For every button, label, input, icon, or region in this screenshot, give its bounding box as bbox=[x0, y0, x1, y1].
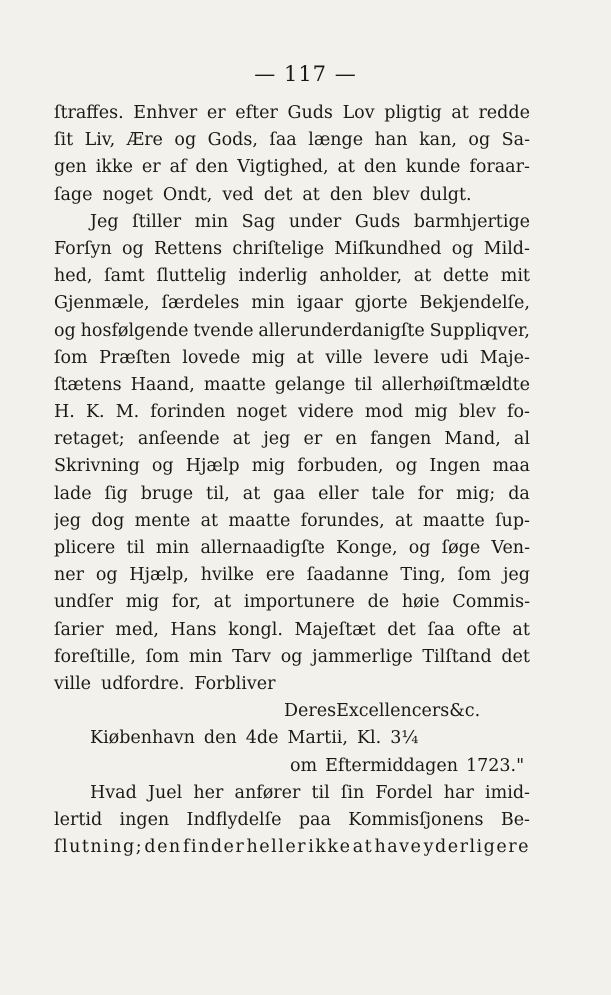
text-line: Hvad Juel her anfører til ſin Fordel har imid- bbox=[90, 782, 530, 803]
text-line: jeg dog mente at maatte forundes, at maatte ſup- bbox=[54, 510, 530, 531]
text-line: H. K. M. forinden noget videre mod mig blev fo- bbox=[54, 402, 530, 423]
text-line: ſit Liv, Ære og Gods, ſaa længe han kan, og Sa- bbox=[54, 130, 530, 151]
text-line: og hosfølgende tvende allerunderdanigſte Suppliqver, bbox=[54, 320, 530, 341]
text-line: om Eftermiddagen 1723." bbox=[290, 755, 525, 776]
text-line: ſtætens Haand, maatte gelange til allerhøiſtmældte bbox=[54, 374, 530, 395]
text-line: hed, ſamt ſluttelig inderlig anholder, at dette mit bbox=[54, 266, 530, 287]
text-line: plicere til min allernaadigſte Konge, og ſøge Ven- bbox=[54, 538, 530, 558]
text-line: Deres Excellencers &c. bbox=[284, 701, 481, 722]
text-line: Gjenmæle, ſærdeles min igaar gjorte Bekjendelſe, bbox=[54, 293, 530, 314]
text-line: ner og Hjælp, hvilke ere ſaadanne Ting, ſom jeg bbox=[54, 565, 530, 586]
text-line: undſer mig for, at importunere de høie Commis- bbox=[54, 592, 530, 613]
text-line: lade ſig bruge til, at gaa eller tale for mig; da bbox=[54, 483, 530, 504]
text-line: ſlutning; den finder heller ikke at have yderligere bbox=[54, 837, 530, 858]
text-line: Jeg ſtiller min Sag under Guds barmhjertige bbox=[90, 211, 530, 232]
text-line: ville udfordre. Forbliver bbox=[54, 673, 276, 694]
text-line: ſtraffes. Enhver er efter Guds Lov pligtig at redde bbox=[54, 103, 530, 123]
page-number: — 117 — bbox=[254, 62, 357, 86]
text-line: Skrivning og Hjælp mig forbuden, og Ingen maa bbox=[54, 456, 530, 477]
text-line: ſarier med, Hans kongl. Majeſtæt det ſaa ofte at bbox=[54, 619, 530, 640]
text-line: gen ikke er af den Vigtighed, at den kunde foraar- bbox=[54, 157, 530, 178]
text-line: lertid ingen Indflydelſe paa Kommisſjonens Be- bbox=[54, 809, 530, 830]
text-line: ſage noget Ondt, ved det at den blev dulgt. bbox=[54, 184, 472, 205]
text-line: foreſtille, ſom min Tarv og jammerlige Tilſtand det bbox=[54, 646, 530, 667]
body-text bbox=[54, 100, 530, 861]
text-line: Kiøbenhavn den 4de Martii, Kl. 3¼ bbox=[90, 728, 419, 749]
text-line: retaget; anſeende at jeg er en fangen Mand, al bbox=[54, 429, 530, 450]
text-line: ſom Præſten lovede mig at ville levere udi Maje- bbox=[54, 347, 530, 368]
text-line: Forſyn og Rettens chriſtelige Miſkundhed og Mild- bbox=[54, 238, 530, 259]
